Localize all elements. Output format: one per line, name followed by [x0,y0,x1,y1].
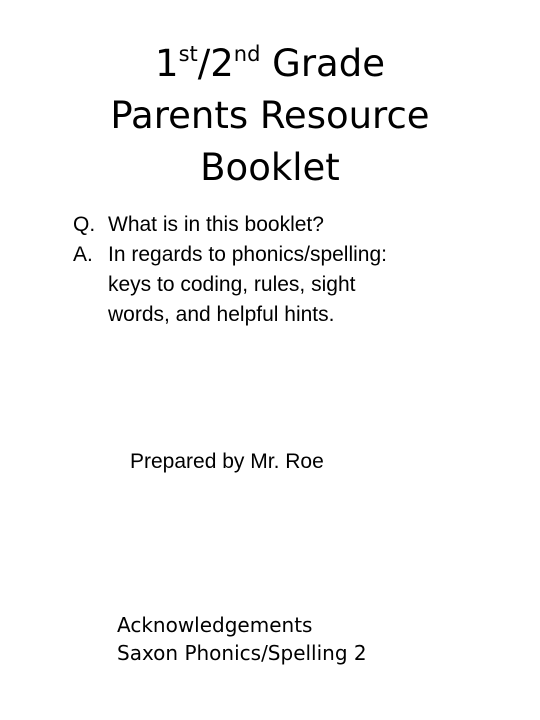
title-grade-second-sup: nd [233,42,261,66]
acknowledgements [117,611,367,667]
title-grade-first-num: 1 [155,42,179,85]
page-title [0,38,540,194]
answer-line-3: words, and helpful hints. [108,303,335,326]
question-row [73,210,493,240]
prepared-by: Prepared by Mr. Roe [130,450,324,473]
title-grade-sep: /2 [197,42,234,85]
answer-line-2: keys to coding, rules, sight [108,273,356,296]
answer-prefix: A. [73,243,93,266]
title-grade-first-sup: st [178,42,198,66]
question-text: What is in this booklet? [108,213,324,236]
answer-text [108,240,493,330]
answer-line-1: In regards to phonics/spelling: [108,243,387,266]
acknowledgements-source: Saxon Phonics/Spelling 2 [117,641,367,665]
title-line-2: Parents Resource [110,94,430,137]
acknowledgements-heading: Acknowledgements [117,613,313,637]
qa-section [73,210,493,330]
title-grade-word: Grade [260,42,385,85]
answer-row [73,240,493,330]
title-line-1 [0,38,540,90]
title-line-3: Booklet [200,146,340,189]
question-prefix: Q. [73,213,96,236]
